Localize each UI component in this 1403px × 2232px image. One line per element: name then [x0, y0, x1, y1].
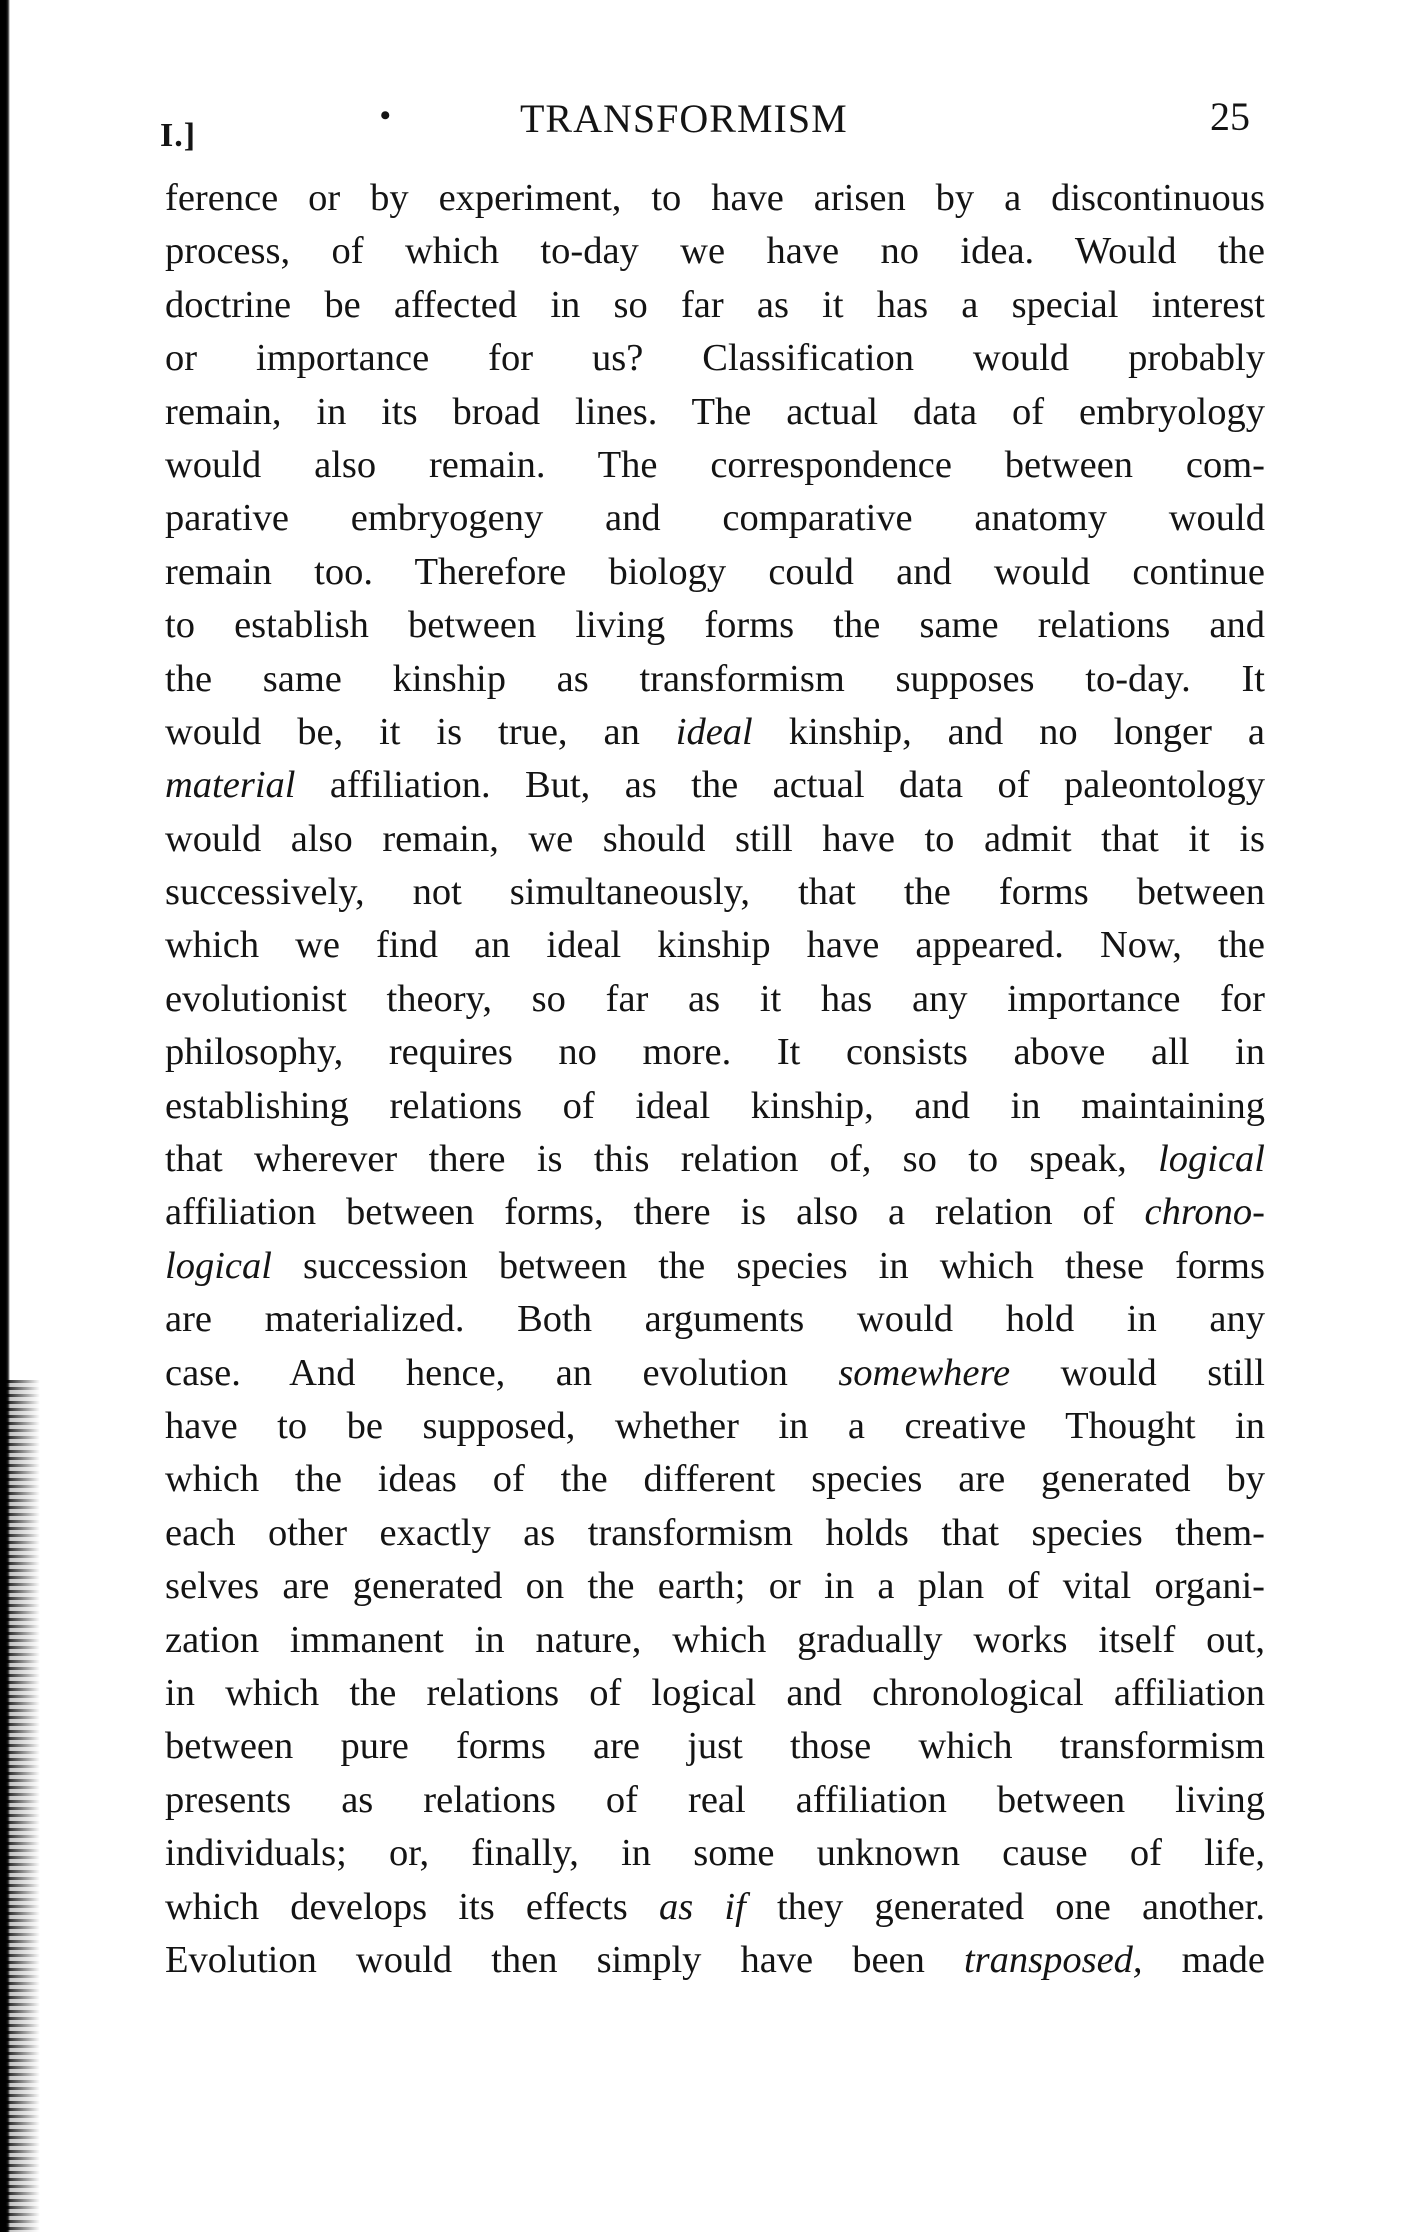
text-line [165, 706, 1265, 759]
running-head: TRANSFORMISM [520, 96, 848, 141]
text-segment: doctrine be affected in so far as it has a special interest [165, 283, 1265, 326]
header-dot: • [380, 99, 391, 132]
text-segment: successively, not simultaneously, that the forms between [165, 871, 1265, 914]
italic-text-segment: chrono- [1144, 1191, 1265, 1234]
text-segment: would be, it is true, an [165, 710, 676, 753]
text-segment: which we find an ideal kinship have appeared. Now, the [165, 924, 1265, 967]
chapter-mark: I.] [160, 117, 197, 154]
text-line [165, 1560, 1265, 1613]
text-line [165, 919, 1265, 972]
text-segment: case. And hence, an evolution [165, 1351, 839, 1394]
text-line [165, 813, 1265, 866]
text-line [165, 1186, 1265, 1239]
text-segment: process, of which to-day we have no idea. Would the [165, 230, 1265, 273]
text-line [165, 1934, 1265, 1987]
text-line [165, 1507, 1265, 1560]
text-line [165, 1293, 1265, 1346]
text-segment: affiliation between forms, there is also a relation of [165, 1191, 1145, 1234]
text-segment: evolutionist theory, so far as it has any importance for [165, 977, 1265, 1020]
italic-text-segment: somewhere [838, 1351, 1011, 1394]
text-segment: remain too. Therefore biology could and would continue [165, 550, 1265, 593]
text-segment: made [1142, 1938, 1265, 1981]
text-line [165, 1827, 1265, 1880]
italic-text-segment: logical [165, 1244, 272, 1287]
text-line [165, 1614, 1265, 1667]
text-segment: would still [1010, 1351, 1265, 1394]
text-line [165, 492, 1265, 545]
text-line [165, 546, 1265, 599]
text-segment: they generated one another. [745, 1885, 1265, 1928]
book-spine-edge [0, 0, 10, 2232]
text-segment: individuals; or, finally, in some unknown cause of life, [165, 1832, 1265, 1875]
text-line [165, 1347, 1265, 1400]
text-segment: would also remain. The correspondence between com- [165, 443, 1265, 486]
italic-text-segment: transposed, [963, 1938, 1143, 1981]
text-segment: which the ideas of the different species are generated by [165, 1458, 1265, 1501]
text-segment: zation immanent in nature, which gradually works itself out, [165, 1618, 1265, 1661]
text-line [165, 1240, 1265, 1293]
text-segment: selves are generated on the earth; or in a plan of vital organi- [165, 1565, 1265, 1608]
text-line [165, 225, 1265, 278]
text-line [165, 1881, 1265, 1934]
text-segment: have to be supposed, whether in a creative Thought in [165, 1404, 1265, 1447]
text-line [165, 759, 1265, 812]
text-segment: kinship, and no longer a [752, 710, 1265, 753]
text-segment: or importance for us? Classification would probably [165, 337, 1265, 380]
text-segment: which develops its effects [165, 1885, 659, 1928]
text-segment: are materialized. Both arguments would hold in any [165, 1298, 1265, 1341]
text-segment: in which the relations of logical and chronological affiliation [165, 1671, 1265, 1714]
text-segment: parative embryogeny and comparative anatomy would [165, 497, 1265, 540]
text-line [165, 1026, 1265, 1079]
text-segment: presents as relations of real affiliation between living [165, 1778, 1265, 1821]
text-segment: ference or by experiment, to have arisen by a discontinuous [165, 177, 1265, 219]
page-header [160, 95, 1250, 155]
text-line [165, 1720, 1265, 1773]
text-segment: that wherever there is this relation of, so to speak, [165, 1138, 1159, 1181]
text-segment: philosophy, requires no more. It consists above all in [165, 1031, 1265, 1074]
text-segment: between pure forms are just those which transformism [165, 1725, 1265, 1768]
text-line [165, 1133, 1265, 1186]
text-segment: succession between the species in which these forms [271, 1244, 1265, 1287]
text-line [165, 332, 1265, 385]
body-text [165, 172, 1265, 1987]
text-line [165, 866, 1265, 919]
text-line [165, 1667, 1265, 1720]
text-line [165, 1400, 1265, 1453]
text-segment: each other exactly as transformism holds that species them- [165, 1511, 1265, 1554]
text-line [165, 599, 1265, 652]
italic-text-segment: material [165, 764, 296, 807]
text-line [165, 1080, 1265, 1133]
text-segment: to establish between living forms the same relations and [165, 604, 1265, 647]
text-line [165, 1774, 1265, 1827]
italic-text-segment: as if [658, 1885, 746, 1928]
text-segment: the same kinship as transformism supposes to-day. It [165, 657, 1265, 700]
text-line [165, 653, 1265, 706]
text-line [165, 439, 1265, 492]
text-segment: affiliation. But, as the actual data of paleontology [295, 764, 1265, 807]
text-line [165, 172, 1265, 225]
page-number: 25 [1210, 94, 1250, 139]
text-line [165, 279, 1265, 332]
text-line [165, 973, 1265, 1026]
text-segment: Evolution would then simply have been [165, 1938, 964, 1981]
text-line [165, 386, 1265, 439]
italic-text-segment: logical [1158, 1138, 1265, 1181]
text-segment: remain, in its broad lines. The actual data of embryology [165, 390, 1265, 433]
italic-text-segment: ideal [675, 710, 753, 753]
text-segment: would also remain, we should still have to admit that it is [165, 817, 1265, 860]
text-segment: establishing relations of ideal kinship, and in maintaining [165, 1084, 1265, 1127]
text-line [165, 1453, 1265, 1506]
